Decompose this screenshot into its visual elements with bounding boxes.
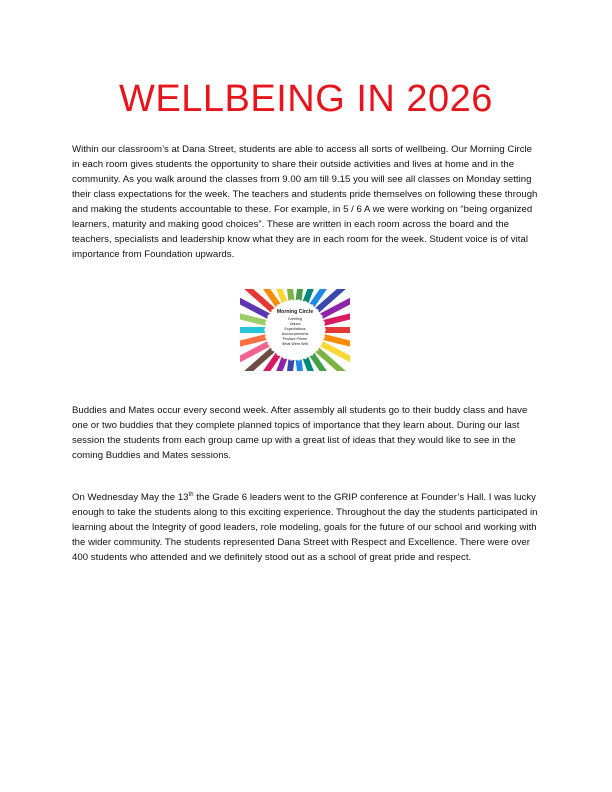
grip-text-start: On Wednesday May the 13 — [72, 492, 189, 503]
morning-circle-image — [240, 289, 350, 371]
ordinal-suffix: th — [188, 492, 194, 498]
grip-text-rest: the Grade 6 leaders went to the GRIP conference at Founder’s Hall. I was lucky enough to take the students along to this exciting experience. Throughout the day the students participated in learning about the Integrity of good leaders, role modeling, goals for the future of our school and working with the wider community. The students represented Dana Street with Respect and Excellence. There were over 400 students who attended and we definitely stood out as a school of great pride and respect. — [72, 492, 538, 563]
page-title: WELLBEING IN 2026 — [119, 78, 493, 120]
paragraph-grip-conference — [72, 490, 542, 565]
morning-circle-item: Greeting — [287, 317, 303, 321]
morning-circle-item: Announcements — [281, 332, 309, 336]
morning-circle-item: Expectations — [284, 327, 306, 331]
paragraph-morning-circle: Within our classroom’s at Dana Street, students are able to access all sorts of wellbeing. Our Morning Circle in each room gives students the opportunity to share their outside activities and lives at home and in the community. As you walk around the classes from 9.00 am till 9.15 you will see all classes on Monday setting their class expectations for the week. The teachers and students pride themselves on following these through and making the students accountable to these. For example, in 5 / 6 A we were working on “being organized learners, maturity and making good choices”. These are written in each room across the board and the teachers, specialists and leadership know what they are in each room for the week. Student voice is of vital importance from Foundation upwards. — [72, 144, 538, 260]
paragraph-buddies-and-mates: Buddies and Mates occur every second week. After assembly all students go to their buddy class and have one or two buddies that they complete planned topics of importance that they learn about. During our last session the students from each group came up with a great list of ideas that they would like to see in the coming Buddies and Mates sessions. — [72, 405, 528, 461]
morning-circle-illustration — [240, 289, 350, 371]
morning-circle-item: What Went Well — [281, 342, 309, 346]
morning-circle-item: Values — [289, 322, 301, 326]
morning-circle-item: Positive Primer — [282, 337, 308, 341]
morning-circle-heading: Morning Circle — [276, 309, 314, 315]
